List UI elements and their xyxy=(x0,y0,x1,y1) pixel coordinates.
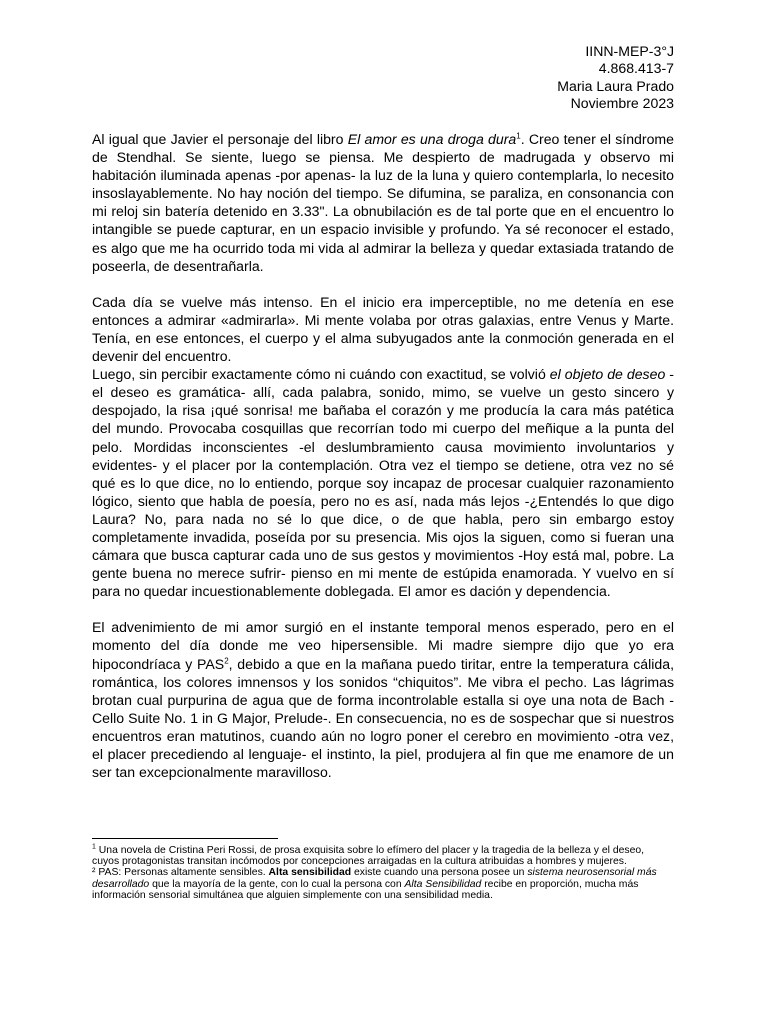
author-name: Maria Laura Prado xyxy=(557,77,674,94)
paragraph-2: Cada día se vuelve más intenso. En el inicio era imperceptible, no me detenía en ese entonces a admirar «admirarla». Mi mente volaba por otras galaxias, entre Venus y Marte. Tenía, en ese entonces, el cuerpo y el alma subyugados ante la conmoción generada en el devenir del encuentro. xyxy=(92,293,674,365)
paragraph-4: El advenimiento de mi amor surgió en el instante temporal menos esperado, pero en el momento del día donde me veo hipersensible. Mi madre siempre dijo que yo era hipocondríaca y PAS$^2$, debido a que en la mañana puedo tiritar, entre la temperatura cálida, romántica, los colores imnensos y los sonidos “chiquitos”. Me vibra el pecho. Las lágrimas brotan cual purpurina de agua que de forma incontrolable estalla si oye una nota de Bach -Cello Suite No. 1 in G Major, Prelude-. En consecuencia, no es de sospechar que si nuestros encuentros eran matutinos, cuando aún no logro poner el cerebro en movimiento -otra vez, el placer precediendo al lenguaje- el instinto, la piel, produjera al fin que me enamore de un ser tan excepcionalmente maravilloso. xyxy=(92,619,674,781)
document-date: Noviembre 2023 xyxy=(570,95,674,112)
footnotes xyxy=(92,845,674,901)
footnote-ref-2[interactable]: 2 xyxy=(224,655,229,665)
footnote-ref-1[interactable]: 1 xyxy=(516,131,521,141)
emphasis-object-of-desire: el objeto de deseo xyxy=(549,366,666,383)
document-header xyxy=(557,43,674,113)
student-id: 4.868.413-7 xyxy=(598,60,674,77)
book-title: El amor es una droga dura xyxy=(347,131,517,147)
course-code: IINN-MEP-3°J xyxy=(585,43,674,59)
essay-body xyxy=(92,130,674,781)
footnote-1: $^1$ Una novela de Cristina Peri Rossi, de prosa exquisita sobre lo efímero del placer y la tragedia de la belleza y el deseo, cuyos protagonistas transitan incómodos por concepciones arraigadas en la cultura atribuidas a hombres y mujeres. xyxy=(92,843,645,868)
footnote-separator xyxy=(92,838,278,839)
paragraph-3: Luego, sin percibir exactamente cómo ni cuándo con exactitud, se volvió el objeto de deseo -el deseo es gramática- allí, cada palabra, sonido, mimo, se vuelve un gesto sincero y despojado, la risa ¡qué sonrisa! me bañaba el corazón y me producía la cara más patética del mundo. Provocaba cosquillas que recorrían todo mi cuerpo del meñique a la punta del pelo. Mordidas inconscientes -el deslumbramiento causa movimiento involuntarios y evidentes- y el placer por la contemplación. Otra vez el tiempo se detiene, otra vez no sé qué es lo que dice, no lo entiendo, porque soy incapaz de procesar cualquier razonamiento lógico, siento que habla de poesía, pero no es así, nada más lejos -¿Entendés lo que digo Laura? No, para nada no sé lo que dice, o de que habla, pero sin embargo estoy completamente invadida, poseída por su presencia. Mis ojos la siguen, como si fueran una cámara que busca capturar cada uno de sus gestos y movimientos -Hoy está mal, pobre. La gente buena no merece sufrir- pienso en mi mente de estúpida enamorada. Y vuelvo en sí para no quedar incuestionablemente doblegada. El amor es dación y dependencia. xyxy=(92,366,674,600)
footnote-2: ² PAS: Personas altamente sensibles. Alta sensibilidad existe cuando una persona posee un sistema neurosensorial más desarrollado que la mayoría de la gente, con lo cual la persona con Alta Sensibilidad recibe en proporción, mucha más información sensorial simultánea que alguien simplemente con una sensibilidad media. xyxy=(92,867,657,901)
paragraph-1: Al igual que Javier el personaje del libro El amor es una droga dura$^1$. Creo tener el síndrome de Stendhal. Se siente, luego se piensa. Me despierto de madrugada y observo mi habitación iluminada apenas -por apenas- la luz de la luna y quiero contemplarla, lo necesito insoslayablemente. No hay noción del tiempo. Se difumina, se paraliza, en consonancia con mi reloj sin batería detenido en 3.33". La obnubilación es de tal porte que en el encuentro lo intangible se puede capturar, en un espacio invisible y profundo. Ya sé reconocer el estado, es algo que me ha ocurrido toda mi vida al admirar la belleza y quedar extasiada tratando de poseerla, de desentrañarla. xyxy=(92,131,674,274)
